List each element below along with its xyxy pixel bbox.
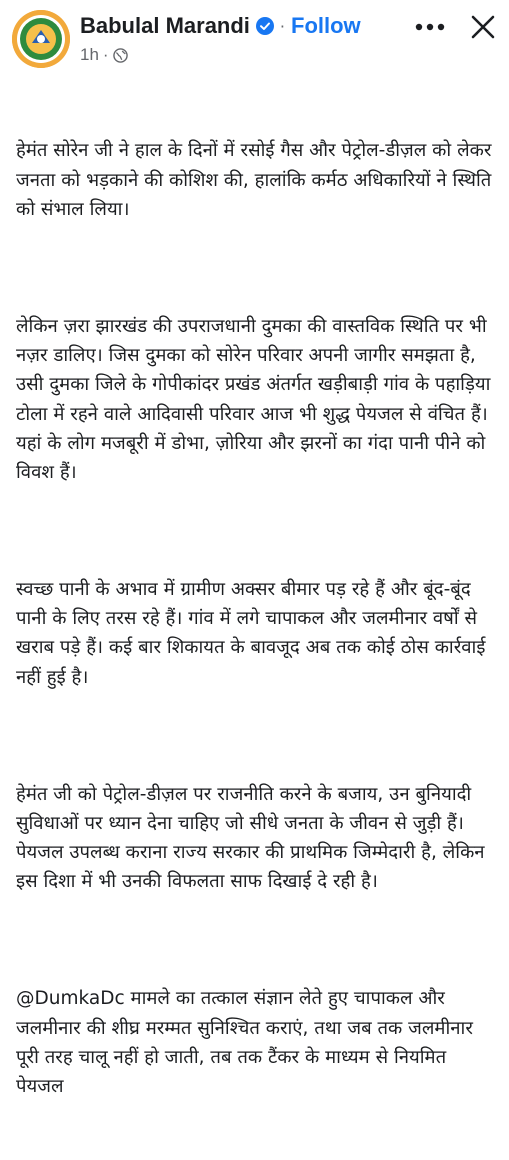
globe-icon [113,48,128,63]
close-icon [470,14,496,40]
post-text [16,78,498,1160]
header-separator: · [279,16,286,36]
post-timestamp[interactable]: 1h [80,45,99,64]
post-paragraph: @DumkaDc मामले का तत्काल संज्ञान लेते हुए चापाकल और जलमीनार की शीघ्र मरम्मत सुनिश्चित कराएं, तथा जब तक जलमीनार पूरी तरह चालू नहीं हो जाती, तब तक टैंकर के माध्यम से नियमित पेयजल [16,988,479,1098]
author-name[interactable]: Babulal Marandi [80,13,250,38]
post-meta [80,44,128,66]
verified-badge-icon [256,17,274,35]
post-header [0,0,509,70]
author-avatar[interactable] [12,10,70,68]
post-paragraph: स्वच्छ पानी के अभाव में ग्रामीण अक्सर बीमार पड़ रहे हैं और बूंद-बूंद पानी के लिए तरस रहे हैं। गांव में लगे चापाकल और जलमीनार वर्षों से खराब पड़े हैं। कई बार शिकायत के बावजूद अब तक कोई ठोस कार्रवाई नहीं हुई है। [16,579,492,688]
post-paragraph: हेमंत सोरेन जी ने हाल के दिनों में रसोई गैस और पेट्रोल-डीज़ल को लेकर जनता को भड़काने की कोशिश की, हालांकि कर्मठ अधिकारियों ने स्थिति को संभाल लिया। [16,140,498,220]
follow-button[interactable]: Follow [291,13,361,38]
more-options-icon [415,23,445,31]
post-paragraph: लेकिन ज़रा झारखंड की उपराजधानी दुमका की वास्तविक स्थिति पर भी नज़र डालिए। जिस दुमका को सोरेन परिवार अपनी जागीर समझता है, उसी दुमका जिले के गोपीकांदर प्रखंड अंतर्गत खड़ीबाड़ी गांव के पहाड़िया टोला में रहने वाले आदिवासी परिवार आज भी शुद्ध पेयजल से वंचित हैं। यहां के लोग मजबूरी में डोभा, ज़ोरिया और झरनों का गंदा पानी पीने को विवश हैं। [16,315,497,483]
more-options-button[interactable] [412,12,448,42]
meta-separator: · [102,45,109,64]
post-paragraph: हेमंत जी को पेट्रोल-डीज़ल पर राजनीति करने के बजाय, उन बुनियादी सुविधाओं पर ध्यान देना चाहिए जो सीधे जनता के जीवन से जुड़ी हैं। पेयजल उपलब्ध कराना राज्य सरकार की प्राथमिक जिम्मेदारी है, लेकिन इस दिशा में भी उनकी विफलता साफ दिखाई दे रही है। [16,783,491,893]
close-button[interactable] [466,10,500,44]
party-logo-icon [12,10,70,68]
